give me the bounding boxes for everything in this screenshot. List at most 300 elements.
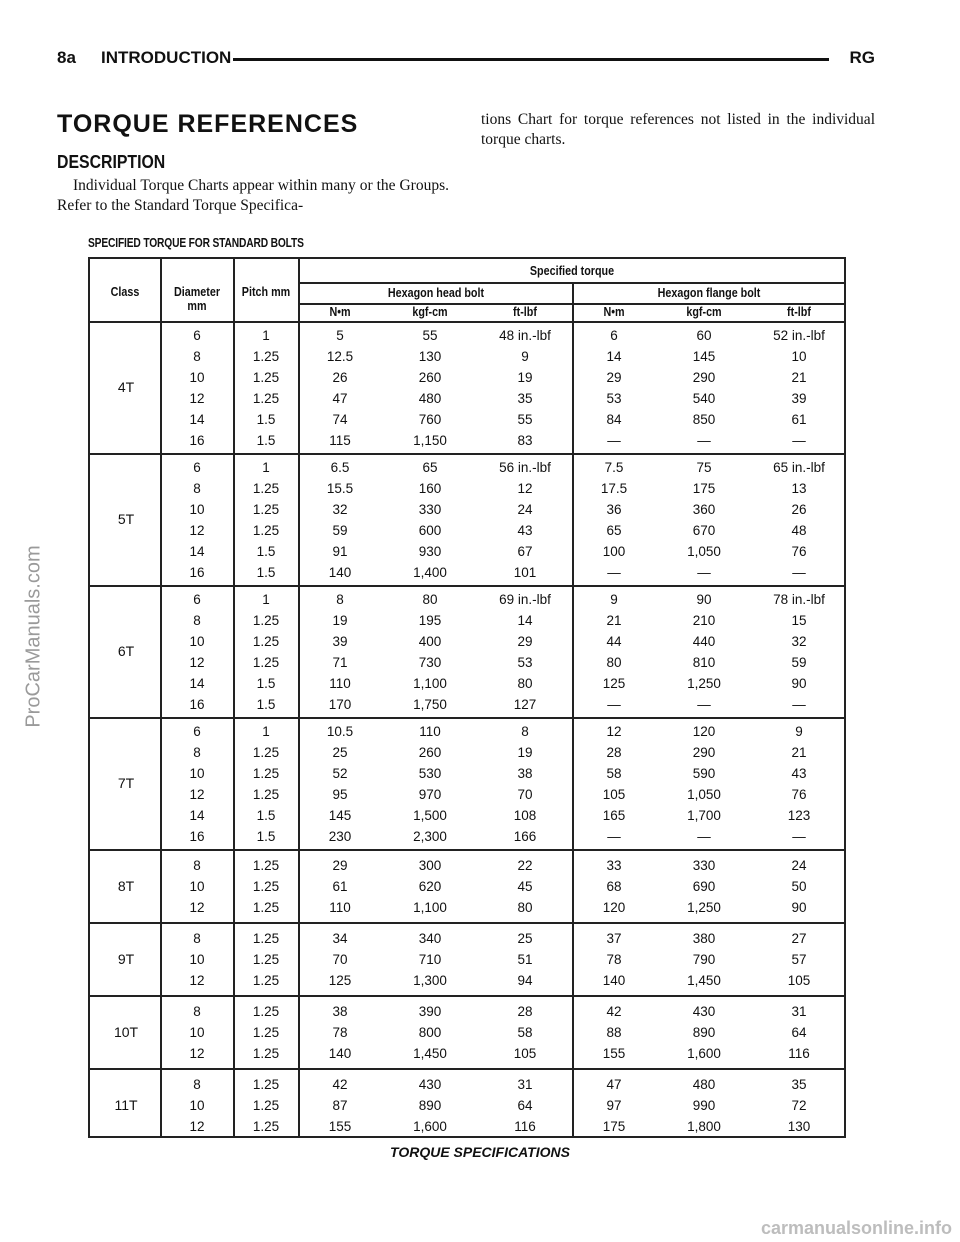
table-cell: 1.25 [252, 502, 280, 517]
table-row [90, 631, 848, 652]
table-cell: 1,050 [687, 787, 721, 802]
table-cell: 16 [189, 565, 205, 580]
table-cell: 690 [692, 879, 716, 894]
table-cell: 1.25 [252, 481, 280, 496]
table-cell: 140 [602, 973, 626, 988]
table-cell: 480 [692, 1077, 716, 1092]
table-cell: 16 [189, 697, 205, 712]
table-cell: 87 [332, 1098, 348, 1113]
header-line-1 [298, 282, 844, 284]
table-cell: 37 [606, 931, 622, 946]
table-cell: 1.5 [256, 829, 276, 844]
table-cell: 95 [332, 787, 348, 802]
table-cell: 1.25 [252, 613, 280, 628]
table-cell: 140 [328, 1046, 352, 1061]
table-cell: — [697, 829, 711, 844]
table-cell: 101 [513, 565, 537, 580]
table-cell: 1 [262, 592, 270, 607]
torque-table [88, 257, 846, 1138]
class-label: 9T [117, 950, 135, 967]
table-cell: 6 [610, 328, 618, 343]
table-cell: 620 [418, 879, 442, 894]
table-cell: 48 [791, 523, 807, 538]
table-cell: — [607, 433, 621, 448]
watermark-side: ProCarManuals.com [22, 545, 45, 728]
table-cell: 97 [606, 1098, 622, 1113]
table-cell: 12 [189, 655, 205, 670]
group-divider [90, 453, 844, 455]
table-cell: 80 [606, 655, 622, 670]
class-label: 5T [117, 511, 135, 527]
table-cell: 25 [332, 745, 348, 760]
table-row [90, 970, 848, 991]
page-header [57, 46, 875, 72]
table-cell: 1.25 [252, 973, 280, 988]
table-cell: 175 [602, 1119, 626, 1134]
table-cell: 69 in.-lbf [499, 592, 551, 607]
table-cell: 61 [332, 879, 348, 894]
table-cell: 1,300 [413, 973, 447, 988]
group-divider [90, 995, 844, 997]
table-cell: 1.25 [252, 370, 280, 385]
table-cell: 12.5 [326, 349, 354, 364]
table-cell: 68 [606, 879, 622, 894]
table-cell: 8 [521, 724, 529, 739]
table-cell: 108 [513, 808, 537, 823]
header-ftlbf-flange: ft-lbf [787, 305, 811, 319]
table-cell: 21 [791, 745, 807, 760]
table-cell: — [792, 565, 806, 580]
table-cell: 38 [517, 766, 533, 781]
table-cell: — [607, 565, 621, 580]
table-cell: 59 [791, 655, 807, 670]
table-cell: 78 [606, 952, 622, 967]
table-cell: 14 [189, 808, 205, 823]
table-cell: 145 [328, 808, 352, 823]
table-cell: 65 [606, 523, 622, 538]
paragraph-left: Individual Torque Charts appear within many or the Groups. Refer to the Standard Torque Specifica- [57, 177, 449, 214]
header-specified-torque: Specified torque [529, 264, 615, 278]
table-cell: 1.5 [256, 676, 276, 691]
table-cell: 78 [332, 1025, 348, 1040]
header-kgf-flange: kgf-cm [686, 305, 722, 319]
table-cell: 64 [791, 1025, 807, 1040]
table-row [90, 1116, 848, 1137]
table-row [90, 855, 848, 876]
table-cell: 10 [791, 349, 807, 364]
table-cell: 6.5 [330, 460, 350, 475]
table-cell: — [607, 697, 621, 712]
table-cell: 76 [791, 544, 807, 559]
group-divider [90, 585, 844, 587]
table-cell: 125 [328, 973, 352, 988]
table-cell: 80 [517, 676, 533, 691]
figure-caption: TORQUE SPECIFICATIONS [390, 1144, 570, 1160]
table-cell: 890 [692, 1025, 716, 1040]
table-cell: 300 [418, 858, 442, 873]
table-cell: 53 [517, 655, 533, 670]
table-cell: 12 [189, 523, 205, 538]
table-cell: 155 [602, 1046, 626, 1061]
table-cell: 590 [692, 766, 716, 781]
table-cell: 105 [513, 1046, 537, 1061]
table-row [90, 1001, 848, 1022]
table-cell: 12 [189, 787, 205, 802]
table-cell: 53 [606, 391, 622, 406]
table-cell: 5 [336, 328, 344, 343]
table-cell: 790 [692, 952, 716, 967]
table-cell: 19 [332, 613, 348, 628]
table-cell: 84 [606, 412, 622, 427]
table-cell: 1.25 [252, 1119, 280, 1134]
table-cell: 165 [602, 808, 626, 823]
table-cell: 1.25 [252, 391, 280, 406]
table-cell: 1,750 [413, 697, 447, 712]
table-cell: 80 [517, 900, 533, 915]
table-cell: 6 [193, 328, 201, 343]
table-cell: 9 [795, 724, 803, 739]
table-cell: 14 [606, 349, 622, 364]
table-cell: 710 [418, 952, 442, 967]
table-cell: 64 [517, 1098, 533, 1113]
table-cell: 56 in.-lbf [499, 460, 551, 475]
table-cell: 8 [193, 349, 201, 364]
table-cell: 800 [418, 1025, 442, 1040]
table-cell: 155 [328, 1119, 352, 1134]
table-cell: 15 [791, 613, 807, 628]
table-cell: 19 [517, 745, 533, 760]
table-cell: 530 [418, 766, 442, 781]
table-cell: 1,150 [413, 433, 447, 448]
table-row [90, 876, 848, 897]
table-cell: 120 [692, 724, 716, 739]
table-cell: 1.25 [252, 349, 280, 364]
table-cell: 45 [517, 879, 533, 894]
table-cell: 1.5 [256, 433, 276, 448]
group-divider [90, 922, 844, 924]
table-cell: 90 [696, 592, 712, 607]
table-cell: 1.25 [252, 787, 280, 802]
table-cell: 116 [788, 1046, 810, 1061]
table-row [90, 694, 848, 715]
table-cell: 43 [791, 766, 807, 781]
watermark-bottom: carmanualsonline.info [760, 1218, 952, 1238]
table-cell: 105 [787, 973, 811, 988]
table-cell: 15.5 [326, 481, 354, 496]
table-row [90, 1022, 848, 1043]
table-cell: 1.25 [252, 1077, 280, 1092]
table-cell: 24 [517, 502, 533, 517]
table-cell: — [792, 433, 806, 448]
table-row [90, 430, 848, 451]
header-diameter: Diameter mm [173, 285, 221, 313]
table-cell: 55 [422, 328, 438, 343]
table-cell: 1.25 [252, 1098, 280, 1113]
table-cell: 22 [517, 858, 533, 873]
table-cell: 8 [193, 931, 201, 946]
table-cell: 29 [606, 370, 622, 385]
table-row [90, 826, 848, 847]
table-cell: 52 in.-lbf [773, 328, 825, 343]
table-cell: 75 [696, 460, 712, 475]
subheading-description: DESCRIPTION [57, 152, 166, 172]
table-cell: 8 [193, 858, 201, 873]
table-cell: 55 [517, 412, 533, 427]
table-cell: — [607, 829, 621, 844]
table-cell: 38 [332, 1004, 348, 1019]
table-cell: 10 [189, 370, 205, 385]
table-cell: 1.25 [252, 931, 280, 946]
table-cell: 50 [791, 879, 807, 894]
table-cell: 94 [517, 973, 533, 988]
table-cell: 730 [418, 655, 442, 670]
table-cell: 58 [517, 1025, 533, 1040]
table-cell: 123 [787, 808, 811, 823]
table-cell: 1,800 [687, 1119, 721, 1134]
table-cell: 210 [692, 613, 716, 628]
table-cell: 47 [606, 1077, 622, 1092]
table-cell: 8 [193, 745, 201, 760]
table-cell: 24 [791, 858, 807, 873]
table-cell: 140 [328, 565, 352, 580]
table-cell: 540 [692, 391, 716, 406]
table-row [90, 1074, 848, 1095]
table-cell: 12 [189, 900, 205, 915]
table-cell: 51 [517, 952, 533, 967]
table-cell: 120 [602, 900, 626, 915]
table-cell: — [697, 433, 711, 448]
table-cell: 1,400 [413, 565, 447, 580]
table-row [90, 949, 848, 970]
table-title: SPECIFIED TORQUE FOR STANDARD BOLTS [88, 236, 304, 250]
table-cell: 26 [332, 370, 348, 385]
table-row [90, 409, 848, 430]
table-cell: 260 [418, 745, 442, 760]
table-cell: 1.5 [256, 808, 276, 823]
table-row [90, 928, 848, 949]
page-number: 8a [57, 48, 76, 67]
table-cell: 1.25 [252, 655, 280, 670]
table-cell: 1.25 [252, 858, 280, 873]
table-cell: 1,450 [413, 1046, 447, 1061]
header-hexagon-head-bolt: Hexagon head bolt [387, 286, 485, 300]
header-kgf-head: kgf-cm [412, 305, 448, 319]
table-cell: 115 [329, 433, 351, 448]
table-row [90, 325, 848, 346]
table-cell: 10 [189, 502, 205, 517]
table-cell: 340 [418, 931, 442, 946]
table-cell: 10 [189, 766, 205, 781]
table-row [90, 652, 848, 673]
table-cell: 29 [517, 634, 533, 649]
table-cell: 600 [418, 523, 442, 538]
table-cell: 48 in.-lbf [499, 328, 551, 343]
table-cell: 71 [332, 655, 348, 670]
table-cell: 110 [329, 676, 351, 691]
table-row [90, 367, 848, 388]
table-row [90, 1095, 848, 1116]
table-cell: 1.25 [252, 1004, 280, 1019]
header-line-3 [90, 321, 844, 323]
header-nm-flange: N•m [603, 305, 625, 319]
table-cell: 21 [791, 370, 807, 385]
table-cell: 7.5 [604, 460, 624, 475]
table-cell: 400 [418, 634, 442, 649]
table-cell: 83 [517, 433, 533, 448]
table-cell: 1 [262, 328, 270, 343]
table-cell: 100 [602, 544, 626, 559]
table-cell: 1.5 [256, 412, 276, 427]
table-cell: 39 [332, 634, 348, 649]
table-cell: 33 [606, 858, 622, 873]
table-cell: 12 [606, 724, 622, 739]
table-cell: 14 [517, 613, 533, 628]
table-cell: 130 [787, 1119, 811, 1134]
heading-torque-references: TORQUE REFERENCES [57, 110, 359, 138]
table-cell: 970 [418, 787, 442, 802]
table-cell: 670 [692, 523, 716, 538]
table-row [90, 673, 848, 694]
table-cell: 16 [189, 829, 205, 844]
table-cell: 80 [422, 592, 438, 607]
table-cell: 47 [332, 391, 348, 406]
table-cell: 8 [336, 592, 344, 607]
table-cell: 78 in.-lbf [773, 592, 825, 607]
table-cell: 1,600 [413, 1119, 447, 1134]
header-class: Class [110, 285, 140, 299]
table-cell: 166 [513, 829, 537, 844]
table-cell: 130 [418, 349, 442, 364]
table-cell: 1.25 [252, 523, 280, 538]
table-cell: 330 [692, 858, 716, 873]
table-cell: 1.25 [252, 766, 280, 781]
table-cell: 35 [791, 1077, 807, 1092]
table-cell: 32 [791, 634, 807, 649]
table-cell: — [792, 697, 806, 712]
table-cell: — [697, 565, 711, 580]
table-cell: 1 [262, 460, 270, 475]
class-label: 11T [114, 1096, 138, 1113]
header-nm-head: N•m [329, 305, 351, 319]
table-cell: 2,300 [413, 829, 447, 844]
table-cell: 1.25 [252, 1025, 280, 1040]
table-cell: 8 [193, 613, 201, 628]
table-cell: 58 [606, 766, 622, 781]
table-cell: 39 [791, 391, 807, 406]
table-cell: 12 [189, 391, 205, 406]
table-cell: 440 [692, 634, 716, 649]
table-row [90, 499, 848, 520]
table-cell: 105 [602, 787, 626, 802]
table-cell: 21 [606, 613, 622, 628]
table-cell: 61 [791, 412, 807, 427]
table-cell: 10 [189, 1025, 205, 1040]
table-cell: 1.25 [252, 900, 280, 915]
table-row [90, 805, 848, 826]
table-row [90, 478, 848, 499]
table-cell: 8 [193, 1077, 201, 1092]
table-cell: 42 [332, 1077, 348, 1092]
table-cell: 8 [193, 1004, 201, 1019]
table-cell: 6 [193, 592, 201, 607]
table-cell: 1,500 [413, 808, 447, 823]
table-cell: 1.25 [252, 634, 280, 649]
table-cell: 125 [602, 676, 626, 691]
table-cell: 67 [517, 544, 533, 559]
table-cell: 70 [517, 787, 533, 802]
table-cell: 1,600 [687, 1046, 721, 1061]
table-cell: 230 [328, 829, 352, 844]
table-row [90, 541, 848, 562]
table-cell: 380 [692, 931, 716, 946]
table-cell: 12 [189, 973, 205, 988]
table-cell: 31 [517, 1077, 533, 1092]
table-cell: 17.5 [600, 481, 628, 496]
table-cell: 760 [418, 412, 442, 427]
table-row [90, 562, 848, 583]
table-cell: 175 [692, 481, 716, 496]
table-cell: 70 [332, 952, 348, 967]
table-cell: 10 [189, 634, 205, 649]
table-cell: 290 [692, 370, 716, 385]
table-cell: 1,700 [687, 808, 721, 823]
table-row [90, 346, 848, 367]
table-cell: 42 [606, 1004, 622, 1019]
table-cell: 260 [418, 370, 442, 385]
table-cell: 1.5 [256, 697, 276, 712]
group-divider [90, 717, 844, 719]
table-cell: — [697, 697, 711, 712]
table-cell: 127 [513, 697, 537, 712]
table-cell: 1.25 [252, 1046, 280, 1061]
table-cell: 10.5 [326, 724, 354, 739]
header-ftlbf-head: ft-lbf [513, 305, 537, 319]
table-cell: 28 [517, 1004, 533, 1019]
class-label: 6T [117, 643, 135, 659]
table-cell: 116 [514, 1119, 536, 1134]
table-cell: 6 [193, 724, 201, 739]
table-cell: 29 [332, 858, 348, 873]
table-cell: 14 [189, 544, 205, 559]
table-cell: 28 [606, 745, 622, 760]
table-row [90, 1043, 848, 1064]
table-row [90, 784, 848, 805]
table-cell: 44 [606, 634, 622, 649]
table-cell: 76 [791, 787, 807, 802]
table-cell: 72 [791, 1098, 807, 1113]
table-cell: 12 [189, 1046, 205, 1061]
table-cell: 8 [193, 481, 201, 496]
class-label: 10T [113, 1023, 139, 1040]
table-cell: 990 [692, 1098, 716, 1113]
group-divider [90, 849, 844, 851]
table-cell: 91 [332, 544, 348, 559]
table-cell: 145 [692, 349, 716, 364]
table-cell: 930 [418, 544, 442, 559]
table-cell: 26 [791, 502, 807, 517]
table-cell: 810 [692, 655, 716, 670]
table-cell: 32 [332, 502, 348, 517]
table-cell: 110 [329, 900, 351, 915]
table-cell: 13 [791, 481, 807, 496]
model-code: RG [849, 48, 875, 67]
table-cell: 57 [791, 952, 807, 967]
table-cell: 1 [262, 724, 270, 739]
table-cell: 10 [189, 879, 205, 894]
table-cell: 1.25 [252, 952, 280, 967]
table-cell: 14 [189, 676, 205, 691]
class-label: 8T [117, 877, 135, 894]
